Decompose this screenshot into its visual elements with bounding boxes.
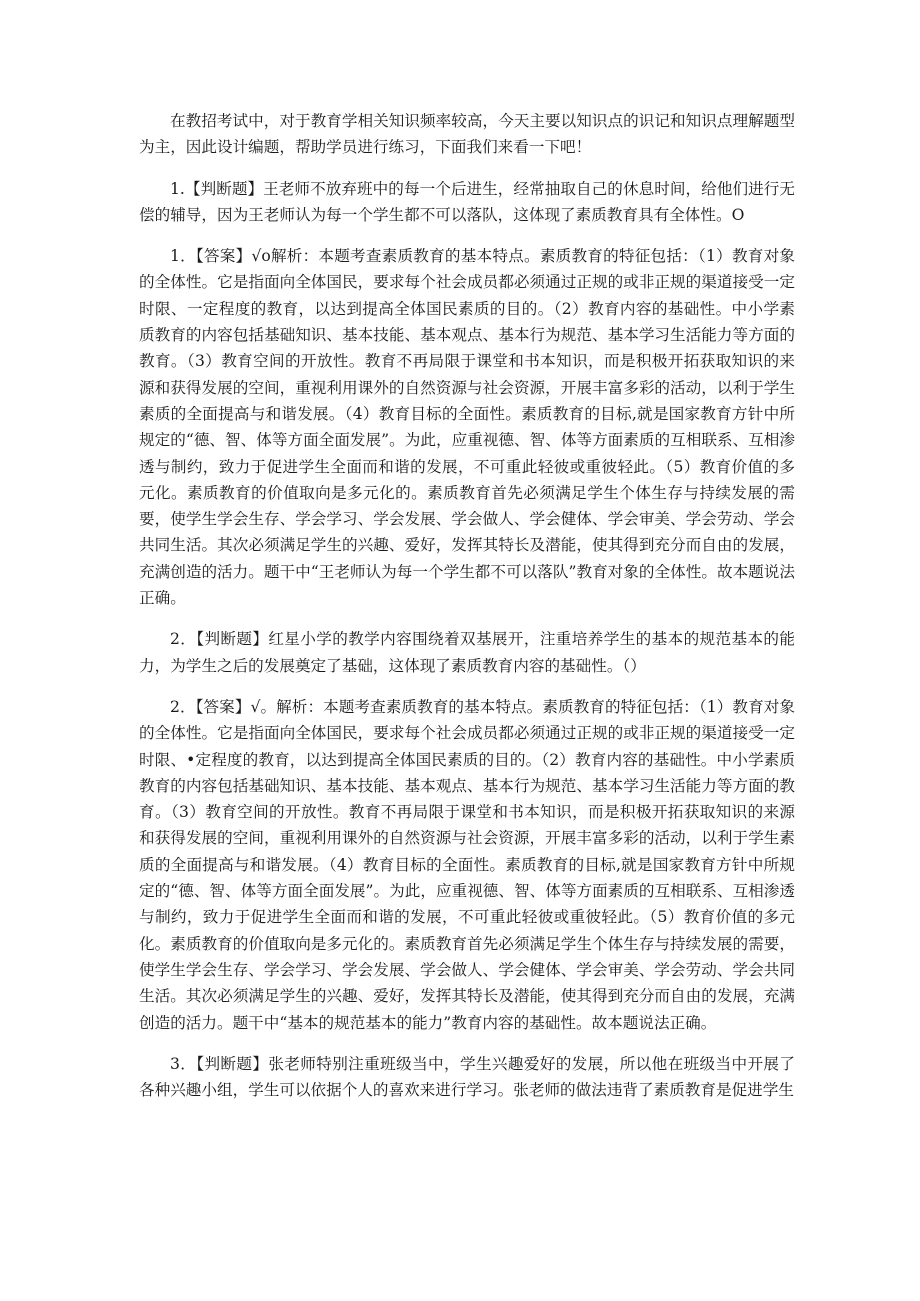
intro-paragraph: 在教招考试中，对于教育学相关知识频率较高，今天主要以知识点的识记和知识点理解题型为主，因此设计编题，帮助学员进行练习，下面我们来看一下吧！ <box>139 112 795 157</box>
document-body <box>139 108 795 1103</box>
question-1-paragraph: 1.【判断题】王老师不放弃班中的每一个后进生，经常抽取自己的休息时间，给他们进行无偿的辅导，因为王老师认为每一个学生都不可以落队，这体现了素质教育具有全体性。O <box>139 179 795 224</box>
question-2-paragraph: 2．【判断题】红星小学的教学内容围绕着双基展开，注重培养学生的基本的规范基本的能力，为学生之后的发展奠定了基础，这体现了素质教育内容的基础性。（） <box>139 630 795 675</box>
answer-2-paragraph: 2．【答案】√。解析：本题考查素质教育的基本特点。素质教育的特征包括：（1）教育对象的全体性。它是指面向全体国民，要求每个社会成员都必须通过正规的或非正规的渠道接受一定时限、•定程度的教育，以达到提高全体国民素质的目的。（2）教育内容的基础性。中小学素质教育的内容包括基础知识、基本技能、基本观点、基本行为规范、基本学习生活能力等方面的教育。（3）教育空间的开放性。教育不再局限于课堂和书本知识，而是积极开拓获取知识的来源和获得发展的空间，重视利用课外的自然资源与社会资源，开展丰富多彩的活动，以利于学生素质的全面提高与和谐发展。（4）教育目标的全面性。素质教育的目标,就是国家教育方针中所规定的“德、智、体等方面全面发展”。为此，应重视德、智、体等方面素质的互相联系、互相渗透与制约，致力于促进学生全面而和谐的发展，不可重此轻彼或重彼轻此。（5）教育价值的多元化。素质教育的价值取向是多元化的。素质教育首先必须满足学生个体生存与持续发展的需要，使学生学会生存、学会学习、学会发展、学会做人、学会健体、学会审美、学会劳动、学会共同生活。其次必须满足学生的兴趣、爱好，发挥其特长及潜能，使其得到充分而自由的发展，充满创造的活力。题干中“基本的规范基本的能力”教育内容的基础性。故本题说法正确。 <box>139 697 795 1032</box>
answer-1-paragraph: 1．【答案】√o解析：本题考查素质教育的基本特点。素质教育的特征包括：（1）教育对象的全体性。它是指面向全体国民，要求每个社会成员都必须通过正规的或非正规的渠道接受一定时限、一定程度的教育，以达到提高全体国民素质的目的。（2）教育内容的基础性。中小学素质教育的内容包括基础知识、基本技能、基本观点、基本行为规范、基本学习生活能力等方面的教育。（3）教育空间的开放性。教育不再局限于课堂和书本知识，而是积极开拓获取知识的来源和获得发展的空间，重视利用课外的自然资源与社会资源，开展丰富多彩的活动，以利于学生素质的全面提高与和谐发展。（4）教育目标的全面性。素质教育的目标,就是国家教育方针中所规定的“德、智、体等方面全面发展”。为此，应重视德、智、体等方面素质的互相联系、互相渗透与制约，致力于促进学生全面而和谐的发展，不可重此轻彼或重彼轻此。（5）教育价值的多元化。素质教育的价值取向是多元化的。素质教育首先必须满足学生个体生存与持续发展的需要，使学生学会生存、学会学习、学会发展、学会做人、学会健体、学会审美、学会劳动、学会共同生活。其次必须满足学生的兴趣、爱好，发挥其特长及潜能，使其得到充分而自由的发展，充满创造的活力。题干中“王老师认为每一个学生都不可以落队”教育对象的全体性。故本题说法正确。 <box>139 247 795 608</box>
question-3-paragraph: 3．【判断题】张老师特别注重班级当中，学生兴趣爱好的发展，所以他在班级当中开展了各种兴趣小组，学生可以依据个人的喜欢来进行学习。张老师的做法违背了素质教育是促进学生 <box>139 1054 795 1100</box>
